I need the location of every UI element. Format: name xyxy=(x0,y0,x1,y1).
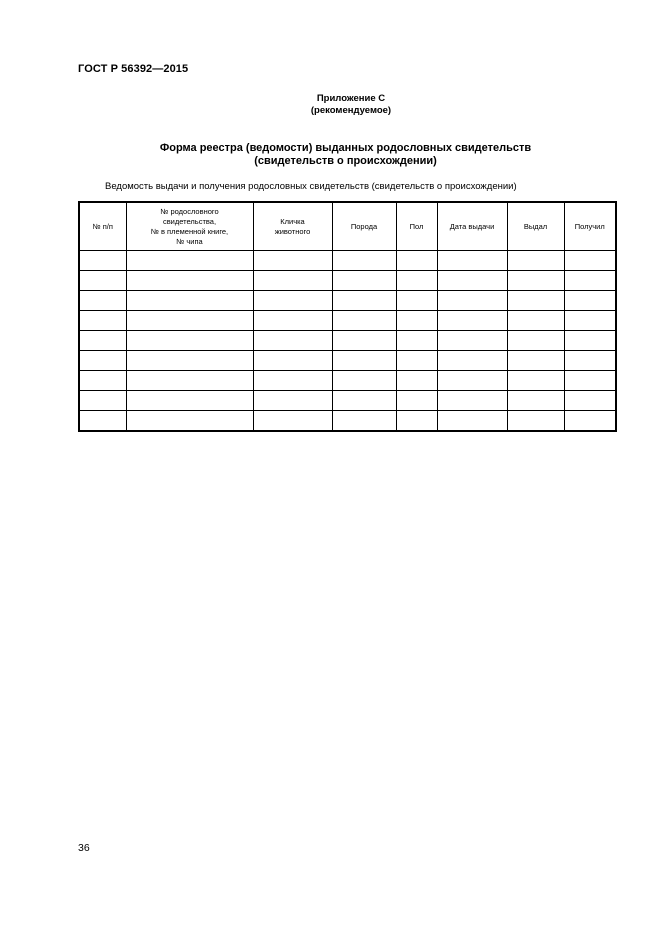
column-header-line: № п/п xyxy=(92,221,113,231)
table-cell-received xyxy=(564,271,616,291)
table-row xyxy=(79,251,616,271)
table-cell-num xyxy=(79,311,126,331)
table-cell-issued xyxy=(507,351,564,371)
table-cell-date xyxy=(437,251,507,271)
column-header-name xyxy=(253,202,332,251)
table-cell-issued xyxy=(507,291,564,311)
form-title-line-1: Форма реестра (ведомости) выданных родословных свидетельств xyxy=(159,142,532,154)
table-cell-issued xyxy=(507,311,564,331)
column-header-date xyxy=(437,202,507,251)
table-cell-received xyxy=(564,351,616,371)
table-cell-sex xyxy=(396,311,437,331)
table-cell-issued xyxy=(507,371,564,391)
table-cell-received xyxy=(564,251,616,271)
table-cell-received xyxy=(564,291,616,311)
table-cell-breed xyxy=(332,311,396,331)
table-cell-sex xyxy=(396,271,437,291)
table-cell-issued xyxy=(507,391,564,411)
table-cell-received xyxy=(564,411,616,432)
table-cell-name xyxy=(253,251,332,271)
table-cell-sex xyxy=(396,351,437,371)
table-cell-date xyxy=(437,371,507,391)
column-header-line: Выдал xyxy=(523,221,548,231)
table-cell-received xyxy=(564,371,616,391)
column-header-certificate xyxy=(126,202,253,251)
table-cell-name xyxy=(253,311,332,331)
standard-number: ГОСТ Р 56392—2015 xyxy=(78,63,189,75)
table-cell-certificate xyxy=(126,391,253,411)
table-cell-num xyxy=(79,411,126,432)
table-cell-name xyxy=(253,331,332,351)
appendix-title: Приложение С xyxy=(316,93,386,104)
column-header-line: № чипа xyxy=(176,236,203,246)
table-cell-issued xyxy=(507,271,564,291)
table-cell-sex xyxy=(396,291,437,311)
appendix-status: (рекомендуемое) xyxy=(310,105,392,116)
column-header-sex xyxy=(396,202,437,251)
table-cell-date xyxy=(437,411,507,432)
table-cell-certificate xyxy=(126,411,253,432)
table-cell-breed xyxy=(332,331,396,351)
column-header-issued xyxy=(507,202,564,251)
table-cell-name xyxy=(253,411,332,432)
table-row xyxy=(79,391,616,411)
table-cell-certificate xyxy=(126,371,253,391)
column-header-line: Пол xyxy=(409,221,424,231)
table-cell-num xyxy=(79,351,126,371)
table-row xyxy=(79,351,616,371)
table-cell-name xyxy=(253,391,332,411)
table-row xyxy=(79,331,616,351)
table-cell-certificate xyxy=(126,291,253,311)
table-cell-name xyxy=(253,371,332,391)
table-cell-certificate xyxy=(126,311,253,331)
table-cell-sex xyxy=(396,331,437,351)
table-row xyxy=(79,311,616,331)
table-cell-num xyxy=(79,371,126,391)
table-row xyxy=(79,291,616,311)
table-cell-certificate xyxy=(126,251,253,271)
table-cell-name xyxy=(253,291,332,311)
register-table xyxy=(78,201,617,432)
table-cell-date xyxy=(437,291,507,311)
table-cell-breed xyxy=(332,271,396,291)
column-header-line: № в племенной книге, xyxy=(150,226,229,236)
form-title-line-2: (свидетельств о происхождении) xyxy=(254,155,437,167)
column-header-line: свидетельства, xyxy=(162,216,217,226)
table-cell-issued xyxy=(507,411,564,432)
table-row xyxy=(79,411,616,432)
table-header-row xyxy=(79,202,616,251)
table-cell-received xyxy=(564,331,616,351)
table-cell-certificate xyxy=(126,351,253,371)
page-number: 36 xyxy=(78,842,90,854)
table-row xyxy=(79,271,616,291)
table-cell-received xyxy=(564,311,616,331)
form-title xyxy=(0,142,661,168)
table-cell-date xyxy=(437,311,507,331)
table-cell-certificate xyxy=(126,271,253,291)
table-cell-breed xyxy=(332,371,396,391)
table-cell-breed xyxy=(332,291,396,311)
table-cell-num xyxy=(79,291,126,311)
table-cell-num xyxy=(79,271,126,291)
table-cell-breed xyxy=(332,251,396,271)
table-cell-sex xyxy=(396,251,437,271)
table-cell-num xyxy=(79,391,126,411)
column-header-line: Дата выдачи xyxy=(449,221,495,231)
column-header-line: Кличка xyxy=(280,216,305,226)
table-caption: Ведомость выдачи и получения родословных свидетельств (свидетельств о происхождении) xyxy=(105,181,517,192)
column-header-line: Получил xyxy=(574,221,605,231)
table-row xyxy=(79,371,616,391)
table-cell-date xyxy=(437,351,507,371)
table-cell-breed xyxy=(332,391,396,411)
table-cell-certificate xyxy=(126,331,253,351)
appendix-heading xyxy=(0,93,661,117)
table-cell-sex xyxy=(396,371,437,391)
column-header-received xyxy=(564,202,616,251)
table-cell-date xyxy=(437,391,507,411)
table-body xyxy=(79,251,616,432)
column-header-num xyxy=(79,202,126,251)
table-cell-name xyxy=(253,351,332,371)
column-header-line: № родословного xyxy=(160,206,219,216)
table-cell-sex xyxy=(396,411,437,432)
table-cell-name xyxy=(253,271,332,291)
table-cell-date xyxy=(437,271,507,291)
column-header-breed xyxy=(332,202,396,251)
table-cell-breed xyxy=(332,411,396,432)
table-cell-issued xyxy=(507,251,564,271)
column-header-line: животного xyxy=(274,226,311,236)
column-header-line: Порода xyxy=(350,221,378,231)
table-cell-received xyxy=(564,391,616,411)
table-cell-num xyxy=(79,331,126,351)
table-cell-date xyxy=(437,331,507,351)
table-cell-num xyxy=(79,251,126,271)
table-cell-breed xyxy=(332,351,396,371)
table-cell-sex xyxy=(396,391,437,411)
table-cell-issued xyxy=(507,331,564,351)
